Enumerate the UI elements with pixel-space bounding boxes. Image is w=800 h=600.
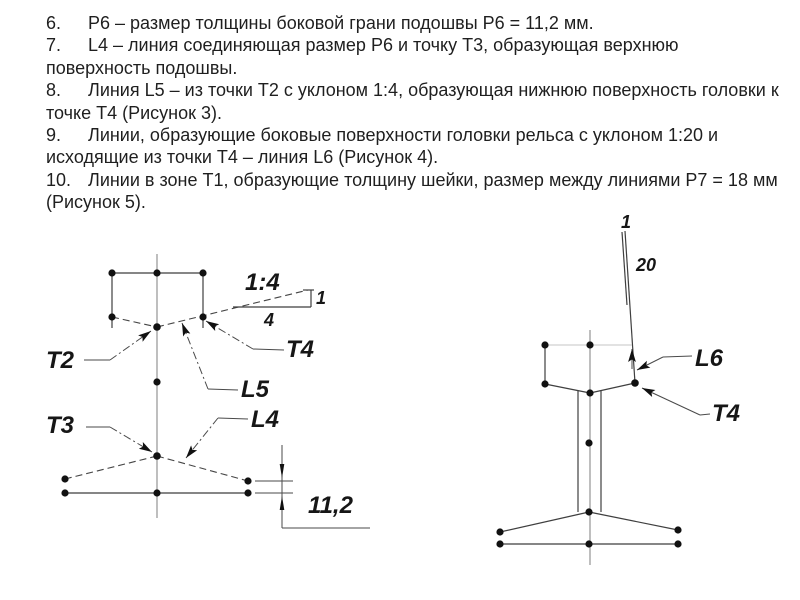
figure-rail-profile-right [496, 212, 740, 565]
figure-rail-profile-left [46, 254, 370, 528]
leader-t4-left [206, 321, 314, 363]
instruction-number: 7. [46, 35, 62, 56]
label-t4-left: T4 [286, 336, 315, 363]
label-t2: T2 [46, 347, 75, 374]
instruction-text: Р6 – размер толщины боковой грани подошвы Р6 = 11,2 мм. [88, 13, 594, 33]
leader-t2 [46, 331, 151, 374]
instruction-text: (Рисунок 5). [46, 192, 146, 213]
slope-1-4-indicator [233, 269, 326, 330]
leader-l4 [186, 406, 279, 458]
label-l6: L6 [695, 345, 724, 372]
label-t3: T3 [46, 412, 75, 439]
rail-foot [500, 512, 678, 544]
instruction-number: 8. [46, 80, 62, 101]
instruction-number: 9. [46, 124, 62, 145]
instruction-text: Линии в зоне Т1, образующие толщину шейки, размер между линиями Р7 = 18 мм [88, 169, 778, 190]
instruction-text: исходящие из точки Т4 – линия L6 (Рисунок 4). [46, 147, 439, 168]
instruction-text: поверхность подошвы. [46, 57, 238, 78]
leader-l6 [637, 345, 724, 372]
leader-l5 [182, 323, 270, 403]
label-t4-right: T4 [712, 400, 741, 427]
instruction-text: L4 – линия соединяющая размер Р6 и точку Т3, образующая верхнюю [88, 35, 679, 56]
instruction-number: 6. [46, 13, 62, 33]
slope-1-20-line [621, 212, 656, 383]
slope-run-label: 4 [264, 310, 275, 330]
slope-run-label: 20 [636, 255, 657, 275]
label-l4: L4 [251, 406, 280, 433]
slope-ratio-label: 1:4 [245, 269, 280, 296]
dimension-11-2 [255, 445, 370, 528]
leader-t3 [46, 412, 152, 452]
instruction-text: Линии, образующие боковые поверхности головки рельса с уклоном 1:20 и [88, 124, 719, 145]
label-l5: L5 [241, 376, 270, 403]
instruction-text: точке Т4 (Рисунок 3). [46, 102, 223, 123]
construction-points [496, 341, 681, 547]
instruction-text: Линия L5 – из точки Т2 с уклоном 1:4, образующая нижнюю поверхность головки к [88, 80, 779, 101]
slope-rise-label: 1 [621, 212, 632, 232]
dimension-value: 11,2 [308, 492, 353, 519]
slope-rise-label: 1 [316, 288, 327, 308]
leader-t4-right [642, 388, 740, 427]
instruction-number: 10. [46, 169, 72, 190]
